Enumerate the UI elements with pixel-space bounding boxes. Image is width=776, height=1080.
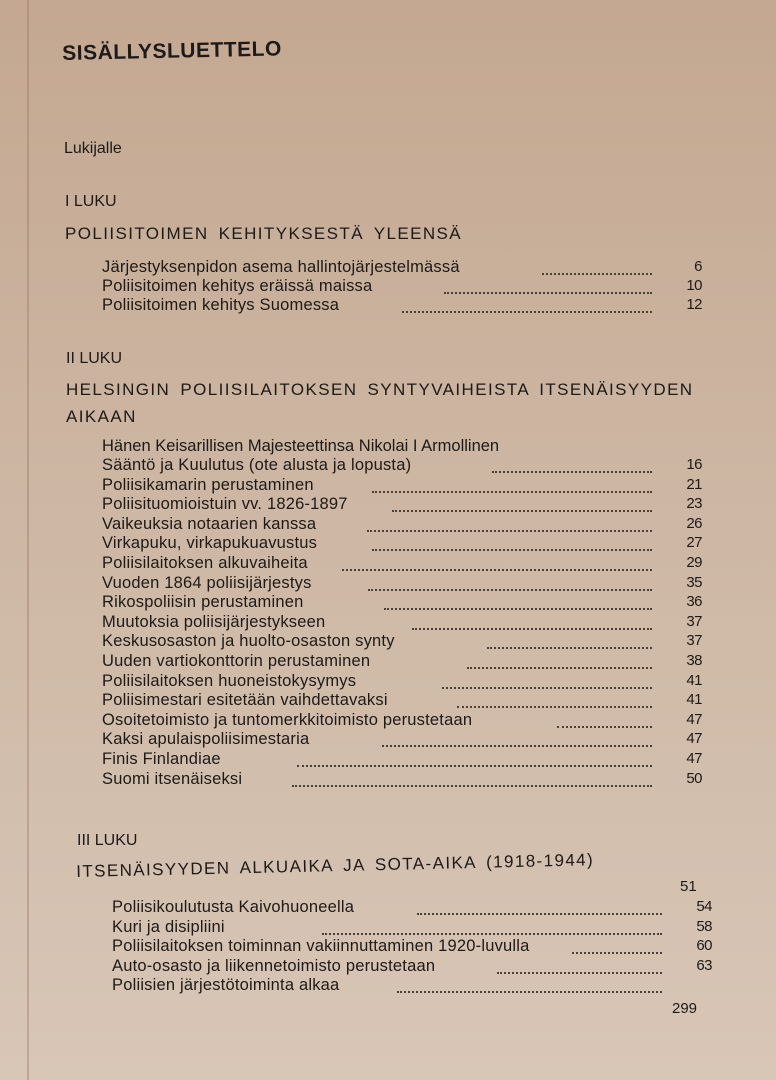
chapter-1-title: POLIISITOIMEN KEHITYKSESTÄ YLEENSÄ	[65, 224, 462, 243]
entry-page: 12	[686, 296, 702, 313]
toc-entry[interactable]	[102, 593, 702, 613]
dot-leader	[467, 657, 652, 669]
dot-leader	[392, 500, 652, 512]
entry-title: Vaikeuksia notaarien kanssa	[102, 514, 317, 533]
chapter-3-title-page: 51	[680, 878, 697, 895]
toc-entry[interactable]	[102, 456, 702, 476]
chapter-2-title-cont: AIKAAN	[66, 407, 137, 426]
foreword-entry: Lukijalle	[64, 140, 122, 157]
entry-title: Sääntö ja Kuulutus (ote alusta ja lopusta)	[102, 456, 412, 474]
page-gutter-line	[27, 0, 29, 1080]
entry-title: Rikospoliisin perustaminen	[102, 593, 304, 612]
dot-leader	[372, 481, 652, 493]
toc-entry[interactable]	[102, 672, 702, 692]
dot-leader	[322, 923, 662, 935]
toc-entry[interactable]	[102, 730, 702, 750]
entry-title: Järjestyksenpidon asema hallintojärjestelmässä	[102, 258, 460, 276]
entry-page: 23	[686, 495, 702, 513]
entry-title: Poliisilaitoksen huoneistokysymys	[102, 671, 357, 690]
dot-leader	[444, 282, 652, 294]
entry-title: Poliisikamarin perustaminen	[102, 475, 314, 494]
entry-page: 47	[686, 710, 702, 728]
toc-entry[interactable]	[112, 976, 712, 996]
toc-entry[interactable]	[102, 296, 702, 316]
toc-entry[interactable]	[102, 632, 702, 652]
entry-page: 47	[686, 750, 702, 767]
dot-leader	[368, 579, 652, 591]
entry-title: Kaksi apulaispoliisimestaria	[102, 730, 310, 749]
entry-title-first-line: Hänen Keisarillisen Majesteettinsa Nikolai I Armollinen	[102, 437, 500, 455]
entry-title: Poliisimestari esitetään vaihdettavaksi	[102, 691, 388, 710]
entry-title: Muutoksia poliisijärjestykseen	[102, 612, 326, 631]
entry-page: 27	[686, 534, 702, 552]
entry-page: 36	[686, 593, 702, 611]
chapter-2-title: HELSINGIN POLIISILAITOKSEN SYNTYVAIHEISTA ITSENÄISYYDEN	[66, 380, 694, 399]
entry-page: 41	[686, 671, 702, 689]
entry-page: 47	[686, 730, 702, 748]
toc-entry[interactable]	[102, 258, 702, 278]
entry-title: Poliisien järjestötoiminta alkaa	[112, 976, 340, 995]
entry-page: 29	[686, 554, 702, 571]
toc-entry[interactable]	[112, 957, 712, 977]
chapter-3-title: ITSENÄISYYDEN ALKUAIKA JA SOTA-AIKA (1918-1944)	[76, 850, 595, 881]
dot-leader	[342, 559, 652, 571]
entry-page: 37	[686, 632, 702, 650]
entry-page: 63	[696, 956, 712, 974]
entry-title: Auto-osasto ja liikennetoimisto perustetaan	[112, 956, 436, 975]
toc-entry[interactable]	[102, 476, 702, 496]
dot-leader	[384, 598, 652, 610]
toc-entry[interactable]	[102, 750, 702, 770]
dot-leader	[372, 539, 652, 551]
entry-title: Suomi itsenäiseksi	[102, 769, 243, 788]
entry-page: 21	[686, 475, 702, 493]
dot-leader	[292, 775, 652, 787]
toc-entry[interactable]	[112, 918, 712, 938]
entry-title: Poliisitoimen kehitys eräissä maissa	[102, 277, 373, 295]
dot-leader	[492, 461, 652, 473]
entry-page: 38	[686, 652, 702, 669]
dot-leader	[557, 716, 652, 728]
entry-page: 16	[686, 456, 702, 473]
entry-title: Uuden vartiokonttorin perustaminen	[102, 652, 371, 670]
dot-leader	[412, 618, 652, 630]
dot-leader	[457, 696, 652, 708]
entry-page: 41	[686, 691, 702, 709]
entry-title: Poliisitoimen kehitys Suomessa	[102, 296, 340, 314]
toc-entry[interactable]	[102, 574, 702, 594]
entry-page: 10	[686, 277, 702, 294]
toc-entry[interactable]	[102, 770, 702, 790]
dot-leader	[402, 301, 652, 313]
toc-entry[interactable]	[102, 652, 702, 672]
dot-leader	[417, 903, 662, 915]
chapter-3-label: III LUKU	[77, 832, 138, 849]
page-number: 299	[672, 1000, 698, 1017]
entry-page: 35	[686, 573, 702, 591]
dot-leader	[397, 981, 662, 993]
entry-page: 54	[696, 898, 712, 915]
toc-entry[interactable]	[102, 277, 702, 297]
entry-title: Osoitetoimisto ja tuntomerkkitoimisto perustetaan	[102, 710, 473, 729]
chapter-1-label: I LUKU	[65, 193, 117, 210]
entry-page: 58	[696, 917, 712, 935]
toc-entry[interactable]	[102, 691, 702, 711]
entry-title: Poliisilaitoksen alkuvaiheita	[102, 554, 308, 572]
toc-entry[interactable]	[102, 554, 702, 574]
dot-leader	[487, 637, 652, 649]
toc-entry[interactable]	[112, 937, 712, 957]
chapter-2-label: II LUKU	[66, 350, 123, 367]
toc-entry[interactable]	[102, 711, 702, 731]
dot-leader	[542, 263, 652, 275]
dot-leader	[497, 962, 662, 974]
toc-entry[interactable]	[102, 495, 702, 515]
dot-leader	[442, 677, 652, 689]
entry-page: 37	[686, 612, 702, 630]
dot-leader	[572, 942, 662, 954]
entry-title: Poliisilaitoksen toiminnan vakiinnuttaminen 1920-luvulla	[112, 937, 530, 956]
dot-leader	[367, 520, 652, 532]
entry-page: 60	[696, 937, 712, 955]
entry-title: Virkapuku, virkapukuavustus	[102, 534, 318, 553]
entry-page: 50	[686, 769, 702, 787]
entry-title: Kuri ja disipliini	[112, 917, 225, 936]
entry-title: Poliisikoulutusta Kaivohuoneella	[112, 898, 355, 916]
dot-leader	[382, 735, 652, 747]
toc-entry[interactable]	[102, 534, 702, 554]
entry-title: Vuoden 1864 poliisijärjestys	[102, 573, 312, 592]
entry-title: Finis Finlandiae	[102, 750, 221, 768]
toc-entry[interactable]	[112, 898, 712, 918]
dot-leader	[297, 755, 652, 767]
entry-page: 26	[686, 514, 702, 532]
entry-page: 6	[694, 258, 702, 275]
toc-entry[interactable]	[102, 515, 702, 535]
entry-title: Keskusosaston ja huolto-osaston synty	[102, 632, 395, 651]
page-title: SISÄLLYSLUETTELO	[62, 37, 283, 65]
toc-entry[interactable]	[102, 613, 702, 633]
entry-title: Poliisituomioistuin vv. 1826-1897	[102, 495, 348, 514]
